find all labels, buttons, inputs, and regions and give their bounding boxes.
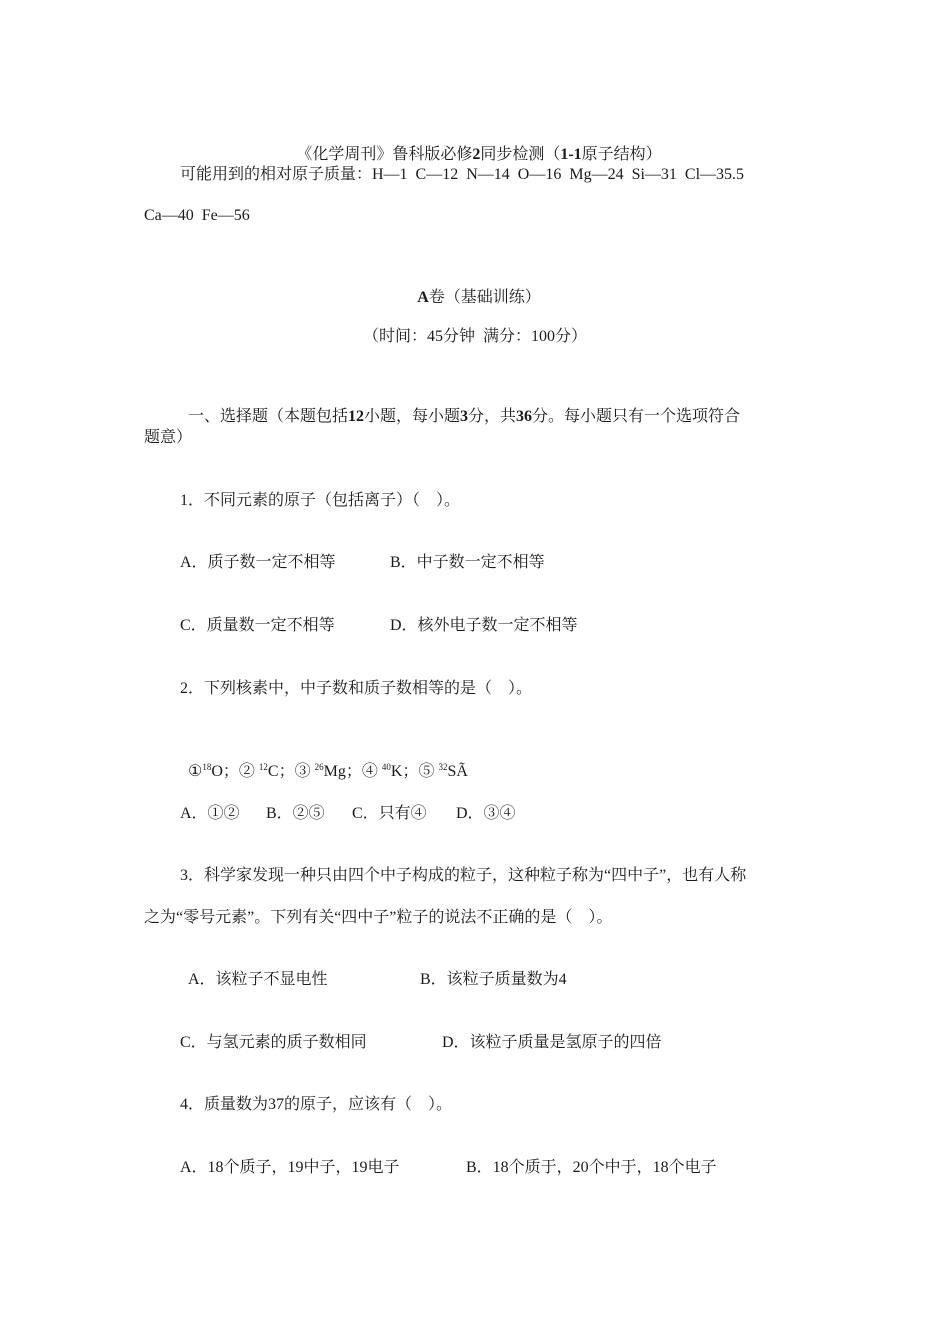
question-1-option-b: B．中子数一定不相等 — [390, 554, 545, 571]
question-4-stem: 4．质量数为37的原子，应该有（ ）。 — [180, 1096, 453, 1113]
title-text-2: 同步检测（ — [480, 146, 561, 163]
title-text-3: 原子结构） — [581, 146, 662, 163]
section-a-letter: A — [417, 289, 429, 306]
question-1-option-a: A．质子数一定不相等 — [180, 554, 336, 571]
nuclide-1-symbol: O； — [211, 763, 239, 780]
question-2-stem: 2．下列核素中，中子数和质子数相等的是（ ）。 — [180, 680, 533, 697]
nuclide-4-index: ④ — [361, 763, 378, 780]
question-3-stem-line-1: 3．科学家发现一种只由四个中子构成的粒子，这种粒子称为“四中子”，也有人称 — [180, 867, 747, 884]
question-3-option-b: B．该粒子质量数为4 — [420, 971, 567, 988]
nuclide-1-mass: 18 — [202, 762, 212, 772]
question-3-option-a: A．该粒子不显电性 — [188, 971, 328, 988]
question-3-option-c: C．与氢元素的质子数相同 — [180, 1034, 367, 1051]
section-a-title: 卷（基础训练） — [428, 289, 541, 306]
nuclide-3-mass: 26 — [314, 762, 324, 772]
part1-points-total: 36 — [516, 408, 533, 425]
question-3-option-d: D．该粒子质量是氢原子的四倍 — [442, 1034, 662, 1051]
nuclide-5-index: ⑤ — [418, 763, 435, 780]
question-2-option-a: A．①② — [180, 805, 240, 822]
part1-text-4: 分。每小题只有一个选项符合 — [532, 408, 741, 425]
atomic-mass-line-2: Ca—40 Fe—56 — [144, 207, 250, 224]
nuclide-4-mass: 40 — [381, 762, 391, 772]
title-bold-2: 2 — [472, 146, 481, 163]
question-3-stem-line-2: 之为“零号元素”。下列有关“四中子”粒子的说法不正确的是（ ）。 — [144, 909, 613, 926]
question-4-option-a: A．18个质子，19中子，19电子 — [180, 1159, 400, 1176]
question-2-nuclides — [180, 742, 468, 782]
question-2-option-d: D．③④ — [456, 805, 516, 822]
part1-heading — [180, 387, 740, 427]
title-text-1: 《化学周刊》鲁科版必修 — [296, 146, 473, 163]
nuclide-2-index: ② — [238, 763, 255, 780]
nuclide-4-symbol: K； — [390, 763, 419, 780]
nuclide-5-mass: 32 — [438, 762, 448, 772]
nuclide-2-symbol: C； — [267, 763, 295, 780]
question-2-option-c: C．只有④ — [352, 805, 427, 822]
part1-points-each: 3 — [460, 408, 469, 425]
document-title — [0, 125, 950, 165]
question-1-option-d: D．核外电子数一定不相等 — [390, 617, 578, 634]
question-1-option-c: C．质量数一定不相等 — [180, 617, 335, 634]
nuclide-3-symbol: Mg； — [323, 763, 362, 780]
part1-text-3: 分，共 — [468, 408, 517, 425]
atomic-mass-line-1: 可能用到的相对原子质量：H—1 C—12 N—14 O—16 Mg—24 Si—31 Cl—35.5 — [180, 166, 745, 183]
nuclide-2-mass: 12 — [258, 762, 268, 772]
nuclide-3-index: ③ — [294, 763, 311, 780]
nuclide-1-index: ① — [188, 763, 203, 780]
part1-text-1: 一、选择题（本题包括 — [188, 408, 349, 425]
part1-text-2: 小题，每小题 — [364, 408, 461, 425]
title-bold-section: 1-1 — [560, 146, 582, 163]
nuclide-5-symbol: SÃ — [447, 763, 468, 780]
question-2-option-b: B．②⑤ — [266, 805, 325, 822]
question-4-option-b: B．18个质于，20个中于，18个电子 — [466, 1159, 717, 1176]
part1-heading-line2: 题意） — [144, 429, 193, 446]
part1-question-count: 12 — [348, 408, 365, 425]
time-info: （时间：45分钟 满分：100分） — [362, 328, 587, 345]
question-1-stem: 1．不同元素的原子（包括离子）（ ）。 — [180, 492, 461, 509]
section-a-heading — [0, 268, 950, 308]
